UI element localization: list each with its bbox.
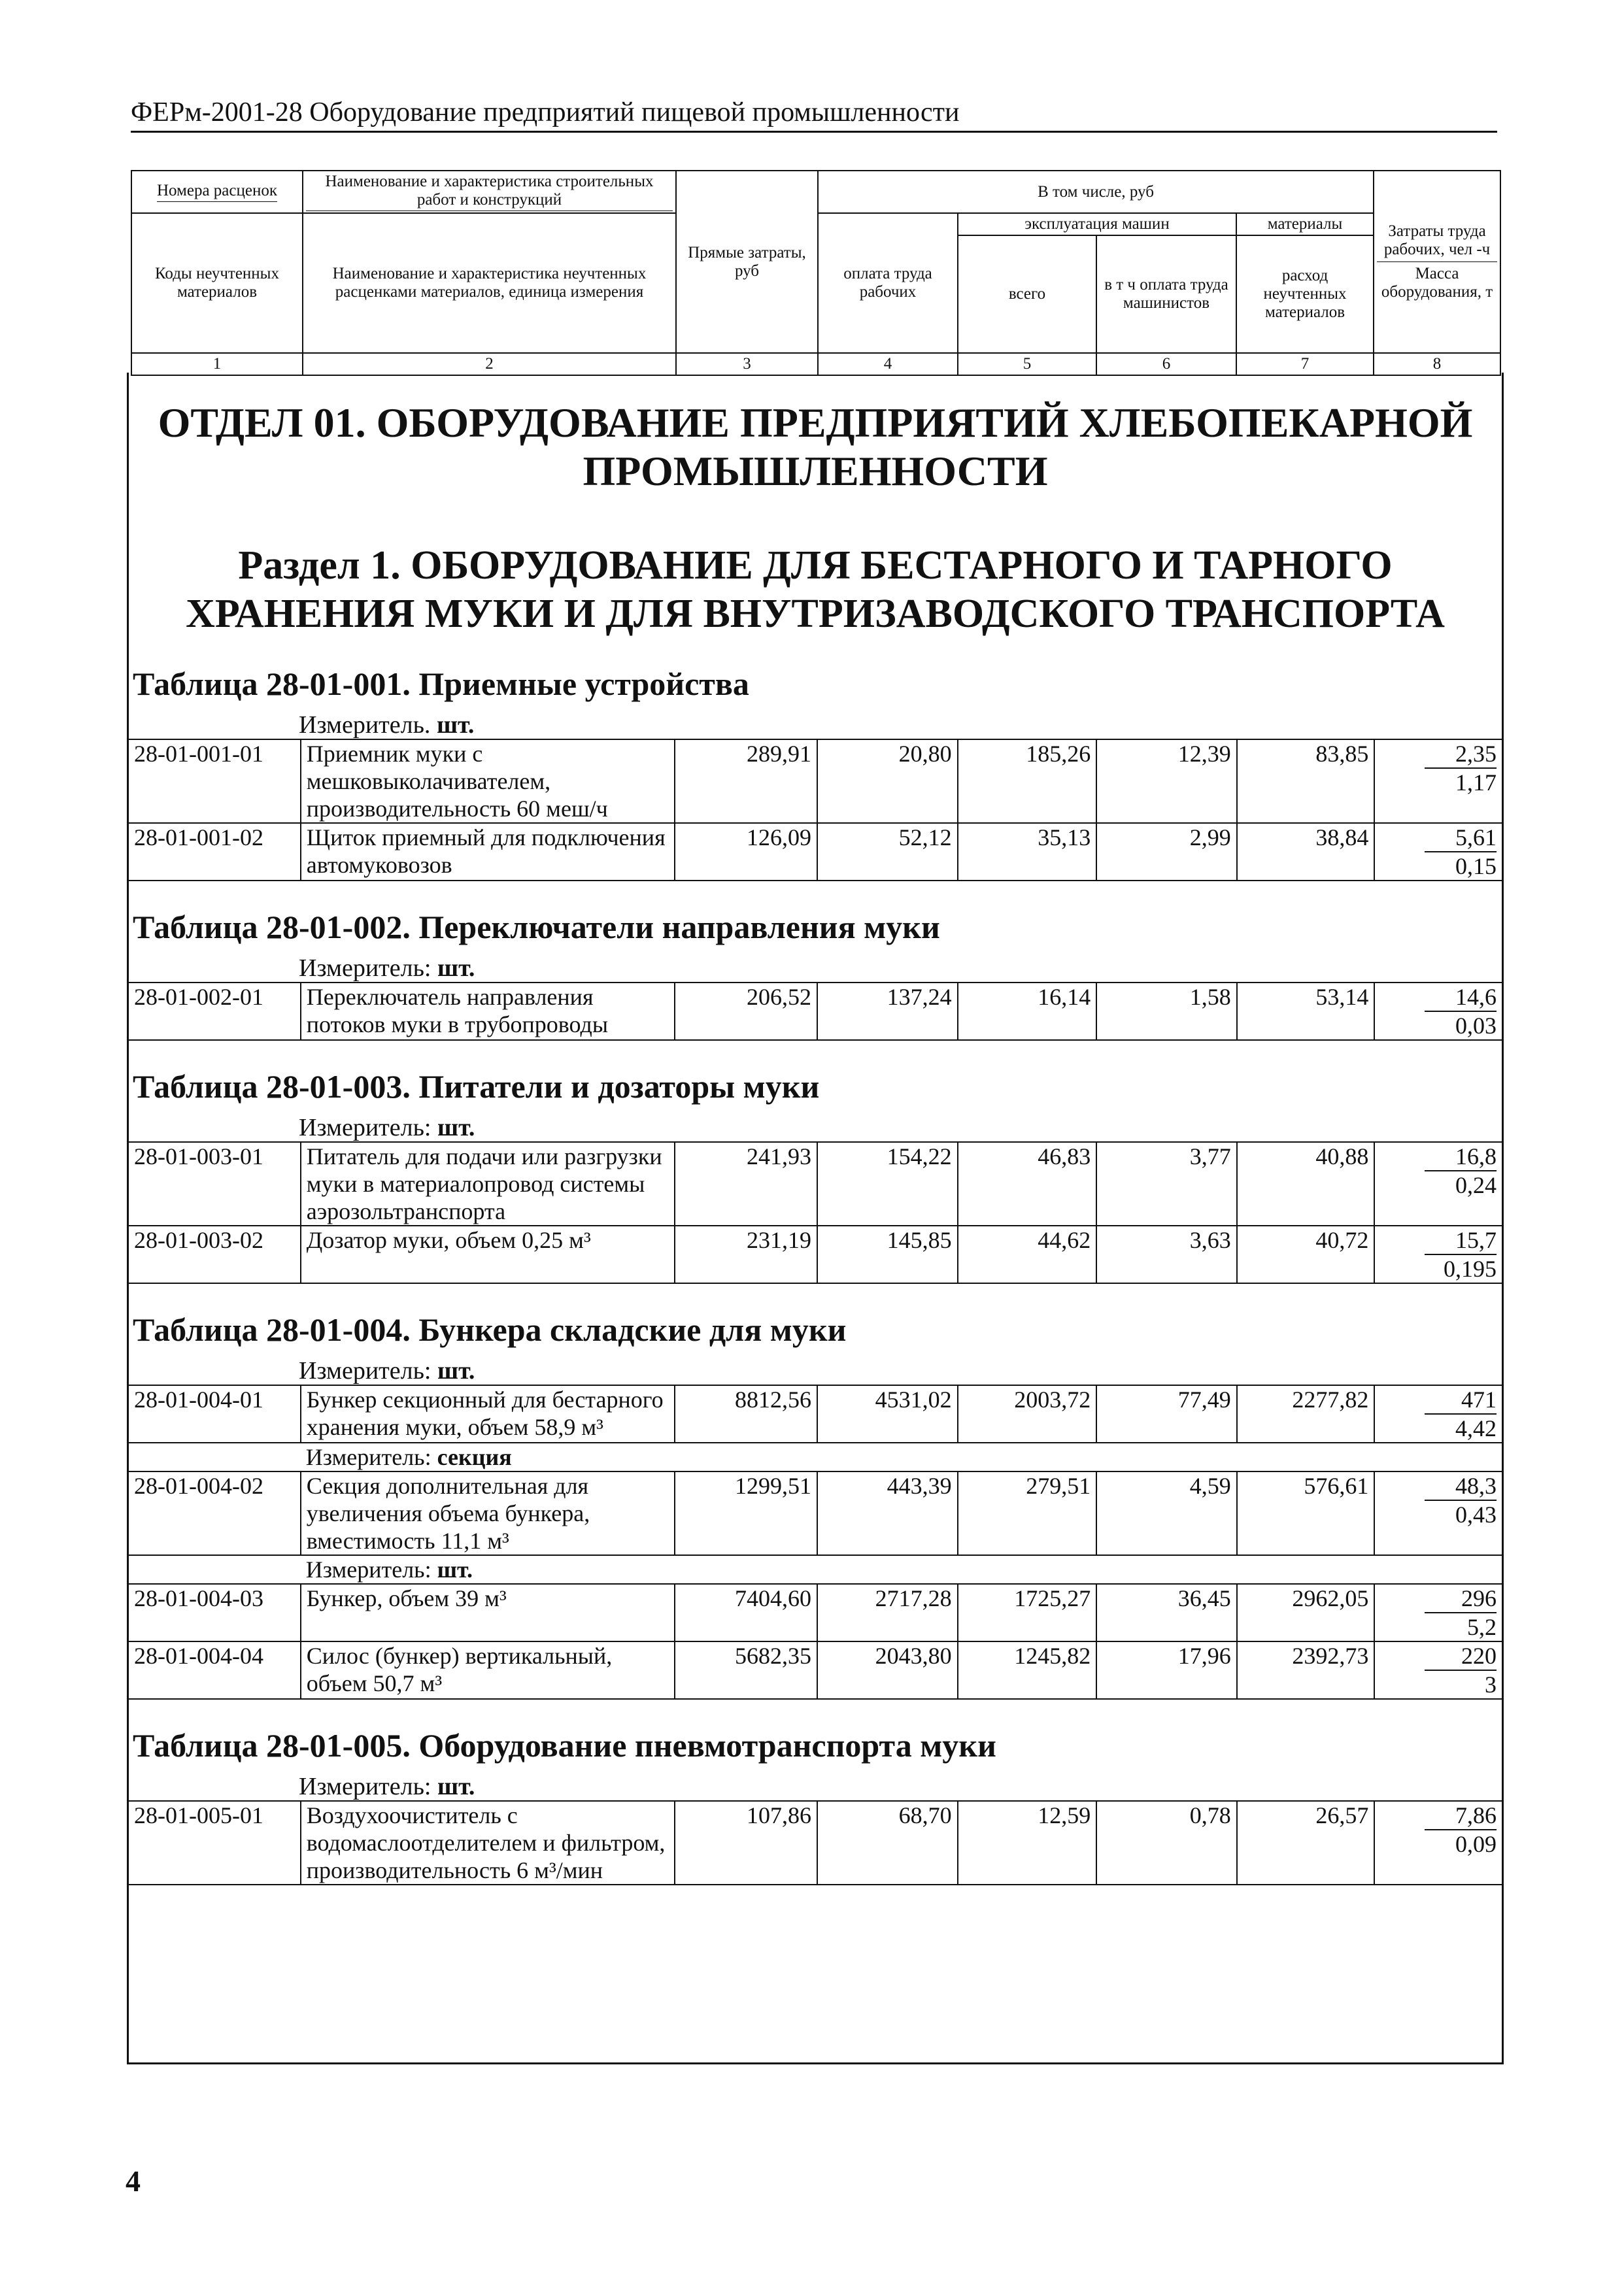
col-num: 4 xyxy=(818,353,958,375)
rate-table xyxy=(129,982,1502,1039)
unit-value: шт. xyxy=(437,1556,473,1583)
material-cost: 38,84 xyxy=(1237,823,1375,880)
labor-hours: 7,86 xyxy=(1425,1802,1497,1830)
table-row xyxy=(129,1385,1502,1443)
col2-bottom: Наименование и характеристика неучтенных расценками материалов, единица измерения xyxy=(303,213,676,353)
machine-cost: 279,51 xyxy=(958,1471,1097,1555)
work-name: Приемник муки с мешковыколачивателем, производительность 60 меш/ч xyxy=(301,739,675,823)
column-header-table xyxy=(131,170,1500,373)
equipment-mass: 0,43 xyxy=(1455,1502,1497,1528)
machine-cost: 35,13 xyxy=(958,823,1097,880)
table-row xyxy=(129,1801,1502,1884)
rate-table xyxy=(129,1800,1502,1884)
unit-value: шт. xyxy=(437,954,475,982)
page-header-title: ФЕРм-2001-28 Оборудование предприятий пищевой промышленности xyxy=(131,97,960,127)
material-cost: 2962,05 xyxy=(1237,1584,1375,1641)
rate-table xyxy=(129,739,1502,880)
unit-value: шт. xyxy=(436,711,475,739)
machine-cost: 2003,72 xyxy=(958,1385,1097,1443)
main-content xyxy=(127,373,1504,2064)
labor-cost: 443,39 xyxy=(817,1471,958,1555)
work-name: Дозатор муки, объем 0,25 м³ xyxy=(301,1226,675,1283)
labor-hours: 471 xyxy=(1425,1386,1497,1415)
labor-hours-mass xyxy=(1374,1641,1502,1698)
unit-value: шт. xyxy=(437,1114,475,1141)
labor-hours-mass xyxy=(1374,1471,1502,1555)
unit-label: Измеритель: xyxy=(299,1357,431,1385)
labor-hours: 2,35 xyxy=(1425,740,1497,769)
rate-code: 28-01-005-01 xyxy=(129,1801,301,1884)
rate-tables xyxy=(129,665,1502,1885)
col2-top: Наименование и характеристика строительных работ и конструкций xyxy=(303,171,676,213)
section-title: Раздел 1. ОБОРУДОВАНИЕ ДЛЯ БЕСТАРНОГО И ТАРНОГО ХРАНЕНИЯ МУКИ И ДЛЯ ВНУТРИЗАВОДСКОГО ТРАНСПОРТА xyxy=(186,543,1445,636)
equipment-mass: 5,2 xyxy=(1467,1614,1497,1640)
direct-cost: 206,52 xyxy=(675,983,817,1039)
labor-hours: 14,6 xyxy=(1425,983,1497,1012)
labor-hours: 15,7 xyxy=(1425,1226,1497,1255)
machinist-labor: 36,45 xyxy=(1096,1584,1237,1641)
col4-head: оплата труда рабочих xyxy=(818,213,958,353)
unit-label: Измеритель: xyxy=(299,1773,431,1800)
labor-hours-mass xyxy=(1374,1142,1502,1226)
col1-top: Номера расценок xyxy=(131,171,303,213)
machinist-labor: 0,78 xyxy=(1096,1801,1237,1884)
direct-cost: 126,09 xyxy=(675,823,817,880)
material-cost: 26,57 xyxy=(1237,1801,1375,1884)
labor-hours-mass xyxy=(1374,1226,1502,1283)
col-num: 6 xyxy=(1096,353,1236,375)
unit-label: Измеритель: xyxy=(299,954,431,982)
equipment-mass: 0,03 xyxy=(1455,1013,1497,1039)
rate-table-block xyxy=(129,982,1502,1041)
table-row xyxy=(129,739,1502,823)
unit-line xyxy=(129,954,1502,982)
work-name: Переключатель направления потоков муки в трубопроводы xyxy=(301,983,675,1039)
machinist-labor: 3,77 xyxy=(1096,1142,1237,1226)
rate-code: 28-01-004-04 xyxy=(129,1641,301,1698)
table-row xyxy=(129,1641,1502,1698)
labor-cost: 145,85 xyxy=(817,1226,958,1283)
labor-hours-mass xyxy=(1374,823,1502,880)
unit-value: шт. xyxy=(437,1357,475,1385)
work-name: Бункер, объем 39 м³ xyxy=(301,1584,675,1641)
machinist-labor: 1,58 xyxy=(1096,983,1237,1039)
rate-code: 28-01-003-01 xyxy=(129,1142,301,1226)
table-row xyxy=(129,983,1502,1039)
table-title: Таблица 28-01-003. Питатели и дозаторы муки xyxy=(133,1068,820,1105)
machine-cost: 1725,27 xyxy=(958,1584,1097,1641)
table-title: Таблица 28-01-005. Оборудование пневмотранспорта муки xyxy=(133,1727,996,1764)
equipment-mass: 4,42 xyxy=(1455,1415,1497,1441)
direct-cost: 7404,60 xyxy=(675,1584,817,1641)
rate-table xyxy=(129,1141,1502,1283)
work-name: Силос (бункер) вертикальный, объем 50,7 м³ xyxy=(301,1641,675,1698)
unit-line xyxy=(129,1114,1502,1141)
rate-code: 28-01-001-01 xyxy=(129,739,301,823)
labor-cost: 68,70 xyxy=(817,1801,958,1884)
direct-cost: 241,93 xyxy=(675,1142,817,1226)
unit-value: шт. xyxy=(437,1773,475,1800)
table-row xyxy=(129,823,1502,880)
unit-label: Измеритель: xyxy=(305,1556,431,1583)
rate-table-block xyxy=(129,1800,1502,1885)
equipment-mass: 0,195 xyxy=(1444,1256,1497,1282)
labor-cost: 154,22 xyxy=(817,1142,958,1226)
col7-head: расход неучтенных материалов xyxy=(1236,235,1374,353)
table-title: Таблица 28-01-001. Приемные устройства xyxy=(133,665,749,702)
material-cost: 2277,82 xyxy=(1237,1385,1375,1443)
material-cost: 53,14 xyxy=(1237,983,1375,1039)
equipment-mass: 0,15 xyxy=(1455,853,1497,879)
machines-head: эксплуатация машин xyxy=(958,213,1236,235)
work-name: Бункер секционный для бестарного хранения муки, объем 58,9 м³ xyxy=(301,1385,675,1443)
table-title: Таблица 28-01-004. Бункера складские для муки xyxy=(133,1311,847,1348)
unit-value: секция xyxy=(437,1444,512,1470)
machinist-labor: 77,49 xyxy=(1096,1385,1237,1443)
labor-hours-mass xyxy=(1374,1801,1502,1884)
col-num: 2 xyxy=(303,353,676,375)
material-cost: 40,72 xyxy=(1237,1226,1375,1283)
col-num: 5 xyxy=(958,353,1096,375)
unit-label: Измеритель: xyxy=(299,1114,431,1141)
table-row xyxy=(129,1471,1502,1555)
direct-cost: 107,86 xyxy=(675,1801,817,1884)
col3-head: Прямые затраты, руб xyxy=(676,171,818,353)
group-head: В том числе, руб xyxy=(818,171,1374,213)
equipment-mass: 0,09 xyxy=(1455,1831,1497,1857)
machinist-labor: 2,99 xyxy=(1096,823,1237,880)
col5-head: всего xyxy=(958,235,1096,353)
page-header xyxy=(131,99,1497,133)
labor-hours-mass xyxy=(1374,983,1502,1039)
rate-code: 28-01-004-02 xyxy=(129,1471,301,1555)
machine-cost: 185,26 xyxy=(958,739,1097,823)
unit-row xyxy=(129,1443,1502,1471)
labor-cost: 4531,02 xyxy=(817,1385,958,1443)
unit-label: Измеритель: xyxy=(305,1444,431,1470)
rate-code: 28-01-003-02 xyxy=(129,1226,301,1283)
labor-hours-mass xyxy=(1374,1385,1502,1443)
equipment-mass: 3 xyxy=(1485,1672,1497,1698)
labor-hours: 296 xyxy=(1425,1585,1497,1613)
labor-hours: 5,61 xyxy=(1425,824,1497,852)
col-num: 7 xyxy=(1236,353,1374,375)
machine-cost: 12,59 xyxy=(958,1801,1097,1884)
col-num: 1 xyxy=(131,353,303,375)
table-row xyxy=(129,1226,1502,1283)
direct-cost: 5682,35 xyxy=(675,1641,817,1698)
equipment-mass: 1,17 xyxy=(1455,769,1497,796)
labor-cost: 2043,80 xyxy=(817,1641,958,1698)
machine-cost: 44,62 xyxy=(958,1226,1097,1283)
unit-label: Измеритель. xyxy=(299,711,431,739)
col6-head: в т ч оплата труда машинистов xyxy=(1096,235,1236,353)
col-num: 3 xyxy=(676,353,818,375)
labor-hours-mass xyxy=(1374,739,1502,823)
material-cost: 2392,73 xyxy=(1237,1641,1375,1698)
work-name: Воздухоочиститель с водомаслоотделителем и фильтром, производительность 6 м³/мин xyxy=(301,1801,675,1884)
direct-cost: 1299,51 xyxy=(675,1471,817,1555)
machine-cost: 1245,82 xyxy=(958,1641,1097,1698)
col1-bottom: Коды неучтенных материалов xyxy=(131,213,303,353)
direct-cost: 289,91 xyxy=(675,739,817,823)
unit-line xyxy=(129,711,1502,739)
department-title: ОТДЕЛ 01. ОБОРУДОВАНИЕ ПРЕДПРИЯТИЙ ХЛЕБОПЕКАРНОЙ ПРОМЫШЛЕННОСТИ xyxy=(158,399,1473,494)
labor-cost: 2717,28 xyxy=(817,1584,958,1641)
materials-head: материалы xyxy=(1236,213,1374,235)
machinist-labor: 17,96 xyxy=(1096,1641,1237,1698)
table-row xyxy=(129,1584,1502,1641)
rate-table xyxy=(129,1385,1502,1698)
rate-code: 28-01-002-01 xyxy=(129,983,301,1039)
unit-line xyxy=(129,1773,1502,1800)
labor-hours: 48,3 xyxy=(1425,1472,1497,1501)
rate-table-block xyxy=(129,1385,1502,1700)
labor-hours: 220 xyxy=(1425,1642,1497,1671)
material-cost: 576,61 xyxy=(1237,1471,1375,1555)
machinist-labor: 3,63 xyxy=(1096,1226,1237,1283)
unit-row xyxy=(129,1555,1502,1584)
direct-cost: 8812,56 xyxy=(675,1385,817,1443)
table-row xyxy=(129,1142,1502,1226)
work-name: Питатель для подачи или разгрузки муки в материалопровод системы аэрозольтранспорта xyxy=(301,1142,675,1226)
rate-table-block xyxy=(129,739,1502,881)
equipment-mass: 0,24 xyxy=(1455,1172,1497,1198)
page-number: 4 xyxy=(126,2164,141,2198)
unit-line xyxy=(129,1357,1502,1385)
rate-code: 28-01-004-01 xyxy=(129,1385,301,1443)
rate-code: 28-01-004-03 xyxy=(129,1584,301,1641)
labor-hours: 16,8 xyxy=(1425,1143,1497,1171)
machine-cost: 46,83 xyxy=(958,1142,1097,1226)
machinist-labor: 4,59 xyxy=(1096,1471,1237,1555)
rate-code: 28-01-001-02 xyxy=(129,823,301,880)
labor-cost: 20,80 xyxy=(817,739,958,823)
direct-cost: 231,19 xyxy=(675,1226,817,1283)
labor-cost: 137,24 xyxy=(817,983,958,1039)
rate-table-block xyxy=(129,1141,1502,1284)
work-name: Секция дополнительная для увеличения объема бункера, вместимость 11,1 м³ xyxy=(301,1471,675,1555)
machinist-labor: 12,39 xyxy=(1096,739,1237,823)
material-cost: 83,85 xyxy=(1237,739,1375,823)
col8-bottom: Масса оборудования, т xyxy=(1381,265,1493,301)
material-cost: 40,88 xyxy=(1237,1142,1375,1226)
col-num: 8 xyxy=(1374,353,1500,375)
col8-head xyxy=(1374,171,1500,353)
col8-top: Затраты труда рабочих, чел -ч xyxy=(1377,222,1497,262)
machine-cost: 16,14 xyxy=(958,983,1097,1039)
labor-hours-mass xyxy=(1374,1584,1502,1641)
table-title: Таблица 28-01-002. Переключатели направления муки xyxy=(133,909,940,945)
work-name: Щиток приемный для подключения автомуковозов xyxy=(301,823,675,880)
labor-cost: 52,12 xyxy=(817,823,958,880)
